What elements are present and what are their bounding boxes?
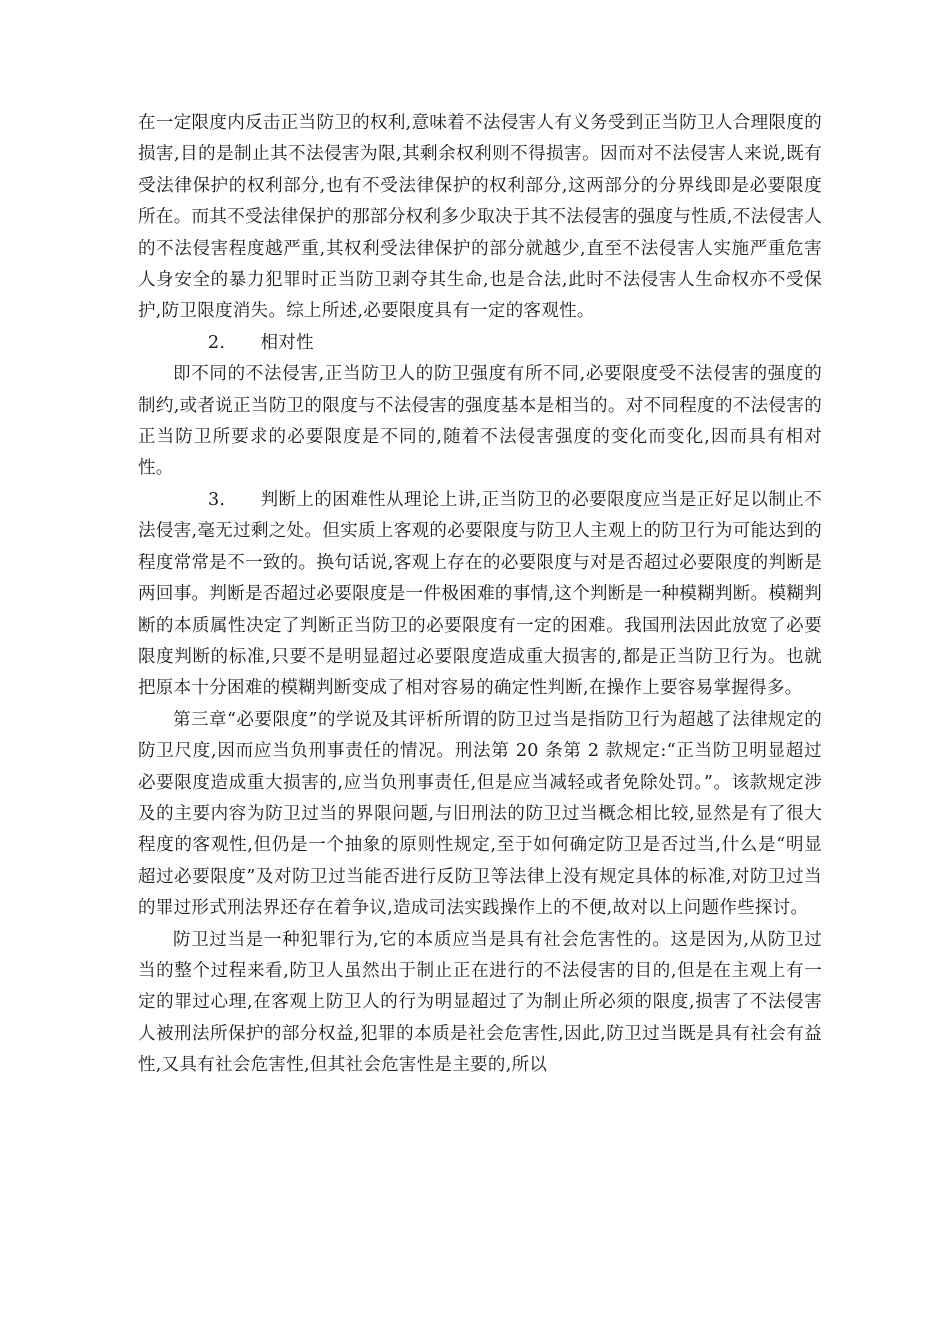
paragraph-excessive-defense: 防卫过当是一种犯罪行为,它的本质应当是具有社会危害性的。这是因为,从防卫过当的整个过程来看,防卫人虽然出于制止正在进行的不法侵害的目的,但是在主观上有一定的罪过心理,在客观上防卫人的行为明显超过了为制止所必须的限度,损害了不法侵害人被刑法所保护的部分权益,犯罪的本质是社会危害性,因此,防卫过当既是具有社会有益性,又具有社会危害性,但其社会危害性是主要的,所以 [138,929,822,1076]
list-item-text: 判断上的困难性从理论上讲,正当防卫的必要限度应当是正好足以制止不法侵害,毫无过剩之处。但实质上客观的必要限度与防卫人主观上的防卫行为可能达到的程度常常是不一致的。换句话说,客观上存在的必要限度与对是否超过必要限度的判断是两回事。判断是否超过必要限度是一件极困难的事情,这个判断是一种模糊判断。模糊判断的本质属性决定了判断正当防卫的必要限度有一定的困难。我国刑法因此放宽了必要限度判断的标准,只要不是明显超过必要限度造成重大损害的,都是正当防卫行为。也就把原本十分困难的模糊判断变成了相对容易的确定性判断,在操作上要容易掌握得多。 [138,489,822,699]
paragraph-continuation: 在一定限度内反击正当防卫的权利,意味着不法侵害人有义务受到正当防卫人合理限度的损害,目的是制止其不法侵害为限,其剩余权利则不得损害。因而对不法侵害人来说,既有受法律保护的权利部分,也有不受法律保护的权利部分,这两部分的分界线即是必要限度所在。而其不受法律保护的那部分权利多少取决于其不法侵害的强度与性质,不法侵害人的不法侵害程度越严重,其权利受法律保护的部分就越少,直至不法侵害人实施严重危害人身安全的暴力犯罪时正当防卫剥夺其生命,也是合法,此时不法侵害人生命权亦不受保护,防卫限度消失。综上所述,必要限度具有一定的客观性。 [138,113,822,322]
list-number: 2. [208,332,226,353]
paragraph-chapter-three: 第三章“必要限度”的学说及其评析所谓的防卫过当是指防卫行为超越了法律规定的防卫尺度,因而应当负刑事责任的情况。刑法第 20 条第 2 款规定:“正当防卫明显超过必要限度造成重大损害的,应当负刑事责任,但是应当减轻或者免除处罚。”。该款规定涉及的主要内容为防卫过当的界限问题,与旧刑法的防卫过当概念相比较,显然是有了很大程度的客观性,但仍是一个抽象的原则性规定,至于如何确定防卫是否过当,什么是“明显超过必要限度”及对防卫过当能否进行反防卫等法律上没有规定具体的标准,对防卫过当的罪过形式刑法界还存在着争议,造成司法实践操作上的不便,故对以上问题作些探讨。 [138,709,822,919]
subheading-relativity [138,328,822,359]
document-page [138,108,822,1082]
subheading-text: 相对性 [260,332,314,353]
paragraph-relativity: 即不同的不法侵害,正当防卫人的防卫强度有所不同,必要限度受不法侵害的强度的制约,或者说正当防卫的限度与不法侵害的强度基本是相当的。对不同程度的不法侵害的正当防卫所要求的必要限度是不同的,随着不法侵害强度的变化而变化,因而具有相对性。 [138,364,822,479]
list-number: 3. [208,489,226,510]
list-item-difficulty [138,485,822,705]
